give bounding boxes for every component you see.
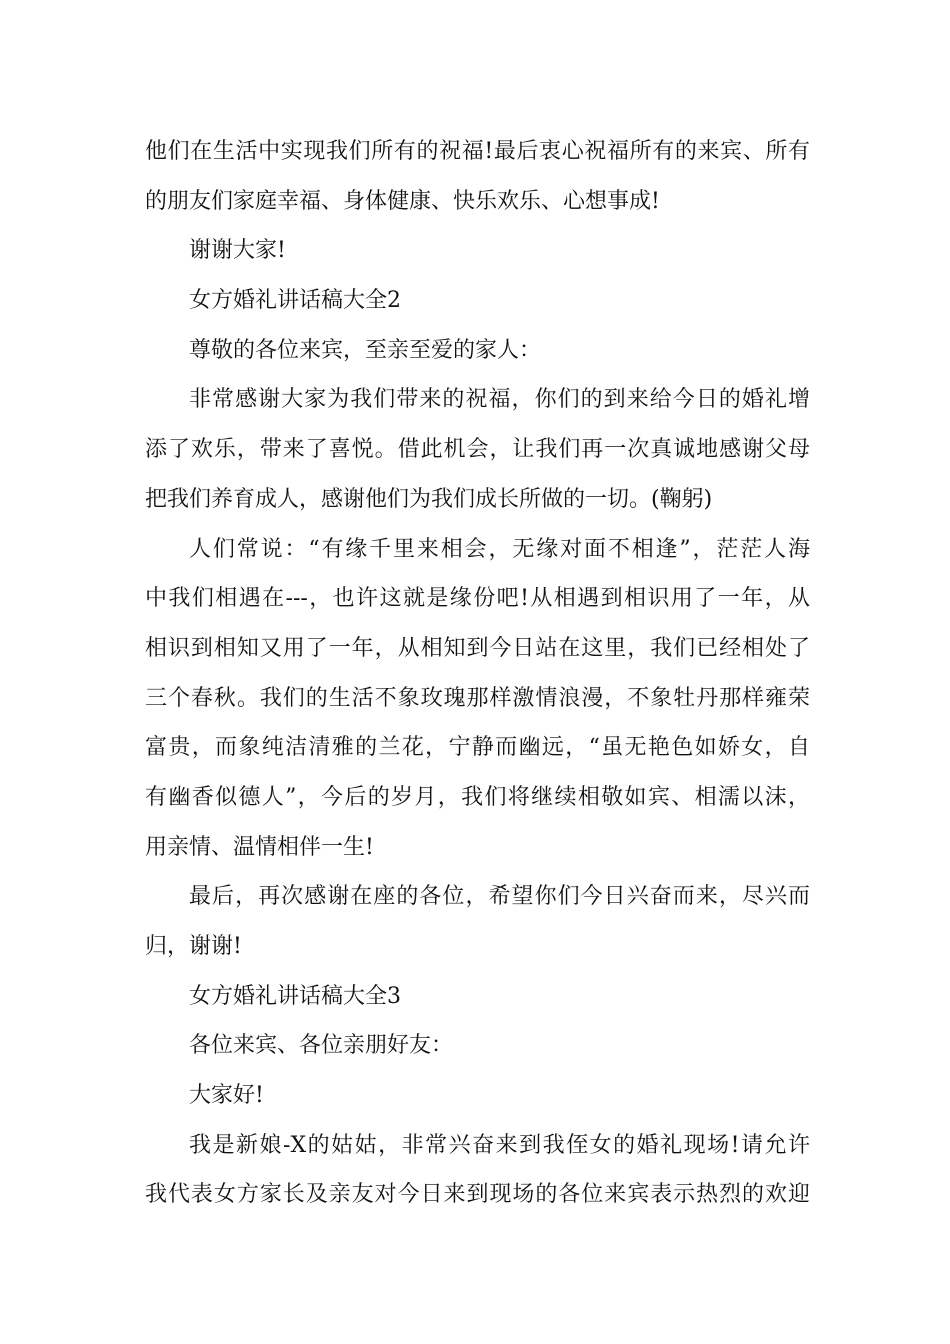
text-line: 的朋友们家庭幸福、身体健康、快乐欢乐、心想事成!	[145, 188, 660, 214]
document-body	[145, 124, 810, 1217]
text-line: 富贵，而象纯洁清雅的兰花，宁静而幽远，“虽无艳色如娇女，自	[145, 735, 810, 761]
text-line: 非常感谢大家为我们带来的祝福，你们的到来给今日的婚礼增	[189, 387, 810, 413]
text-line: 我是新娘-X的姑姑，非常兴奋来到我侄女的婚礼现场!请允许	[189, 1132, 810, 1158]
text-line: 我代表女方家长及亲友对今日来到现场的各位来宾表示热烈的欢迎	[145, 1182, 810, 1208]
text-line: 把我们养育成人，感谢他们为我们成长所做的一切。(鞠躬)	[145, 486, 713, 512]
text-line: 用亲情、温情相伴一生!	[145, 834, 374, 860]
text-line: 归，谢谢!	[145, 934, 242, 959]
text-line: 最后，再次感谢在座的各位，希望你们今日兴奋而来，尽兴而	[189, 884, 810, 910]
section-heading: 女方婚礼讲话稿大全2	[189, 288, 401, 314]
text-line: 他们在生活中实现我们所有的祝福!最后衷心祝福所有的来宾、所有	[145, 139, 810, 164]
salutation: 尊敬的各位来宾，至亲至爱的家人：	[189, 337, 542, 363]
text-line: 三个春秋。我们的生活不象玫瑰那样激情浪漫，不象牡丹那样雍荣	[145, 685, 810, 711]
text-line: 谢谢大家!	[189, 238, 286, 264]
text-line: 中我们相遇在---，也许这就是缘份吧!从相遇到相识用了一年，从	[145, 586, 810, 612]
text-line: 人们常说：“有缘千里来相会，无缘对面不相逢”，茫茫人海	[189, 536, 810, 562]
text-line: 相识到相知又用了一年，从相知到今日站在这里，我们已经相处了	[145, 635, 810, 661]
section-heading: 女方婚礼讲话稿大全3	[189, 983, 401, 1009]
text-line: 有幽香似德人”，今后的岁月，我们将继续相敬如宾、相濡以沫，	[145, 784, 810, 810]
text-line: 添了欢乐，带来了喜悦。借此机会，让我们再一次真诚地感谢父母	[145, 437, 810, 463]
salutation: 各位来宾、各位亲朋好友：	[189, 1033, 454, 1059]
greeting: 大家好!	[189, 1083, 264, 1109]
